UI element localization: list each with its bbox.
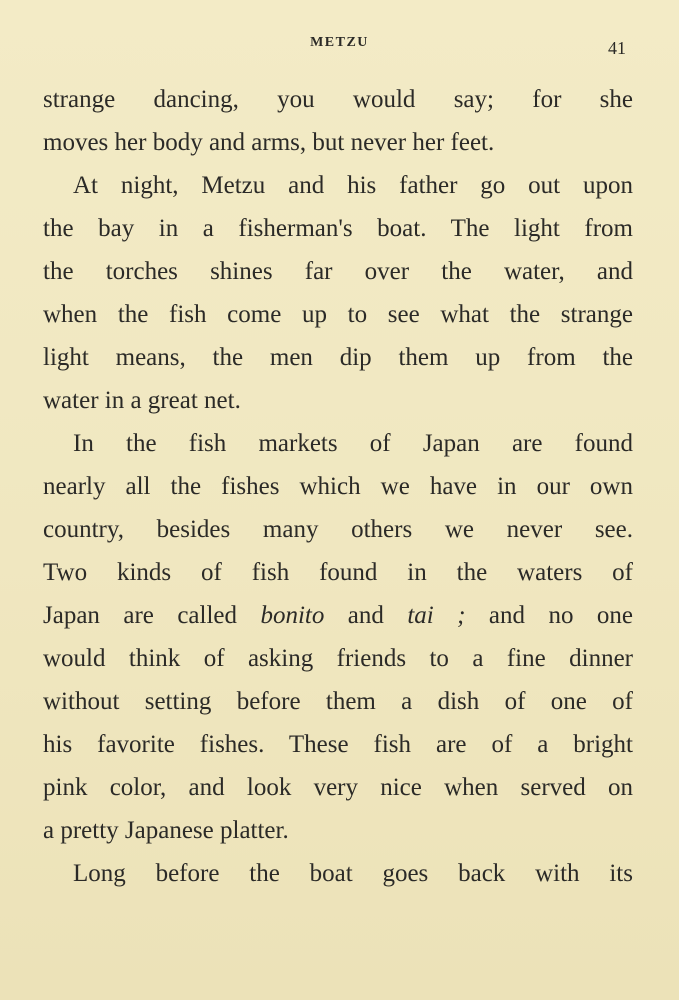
- text-line: water in a great net.: [43, 387, 241, 414]
- text-line: without setting before them a dish of one of: [43, 688, 633, 715]
- text-line: when the fish come up to see what the strange: [43, 301, 633, 328]
- text-line: his favorite fishes. These fish are of a bright: [43, 731, 633, 758]
- text-line: the bay in a fisherman's boat. The light from: [43, 215, 633, 242]
- text-segment: Japan are called: [43, 602, 261, 629]
- body-text: [43, 78, 633, 895]
- italic-term: bonito: [260, 602, 325, 629]
- text-line: a pretty Japanese platter.: [43, 817, 289, 844]
- text-line: pink color, and look very nice when served on: [43, 774, 633, 801]
- text-line: strange dancing, you would say; for she: [43, 86, 633, 113]
- text-segment: and: [324, 602, 408, 629]
- text-segment: and no one: [465, 602, 633, 629]
- text-line: [43, 594, 633, 637]
- page-number: 41: [608, 38, 626, 58]
- text-line: would think of asking friends to a fine dinner: [43, 645, 633, 672]
- paragraph-start-line: Long before the boat goes back with its: [73, 860, 633, 887]
- text-line: moves her body and arms, but never her feet.: [43, 129, 495, 156]
- text-line: light means, the men dip them up from the: [43, 344, 633, 371]
- text-line: country, besides many others we never see.: [43, 516, 633, 543]
- text-line: Two kinds of fish found in the waters of: [43, 559, 633, 586]
- paragraph-start-line: At night, Metzu and his father go out upon: [73, 172, 633, 199]
- text-line: the torches shines far over the water, and: [43, 258, 633, 285]
- italic-term: tai ;: [407, 602, 466, 629]
- text-line: nearly all the fishes which we have in our own: [43, 473, 633, 500]
- paragraph-start-line: In the fish markets of Japan are found: [73, 430, 633, 457]
- running-title: METZU: [310, 35, 369, 50]
